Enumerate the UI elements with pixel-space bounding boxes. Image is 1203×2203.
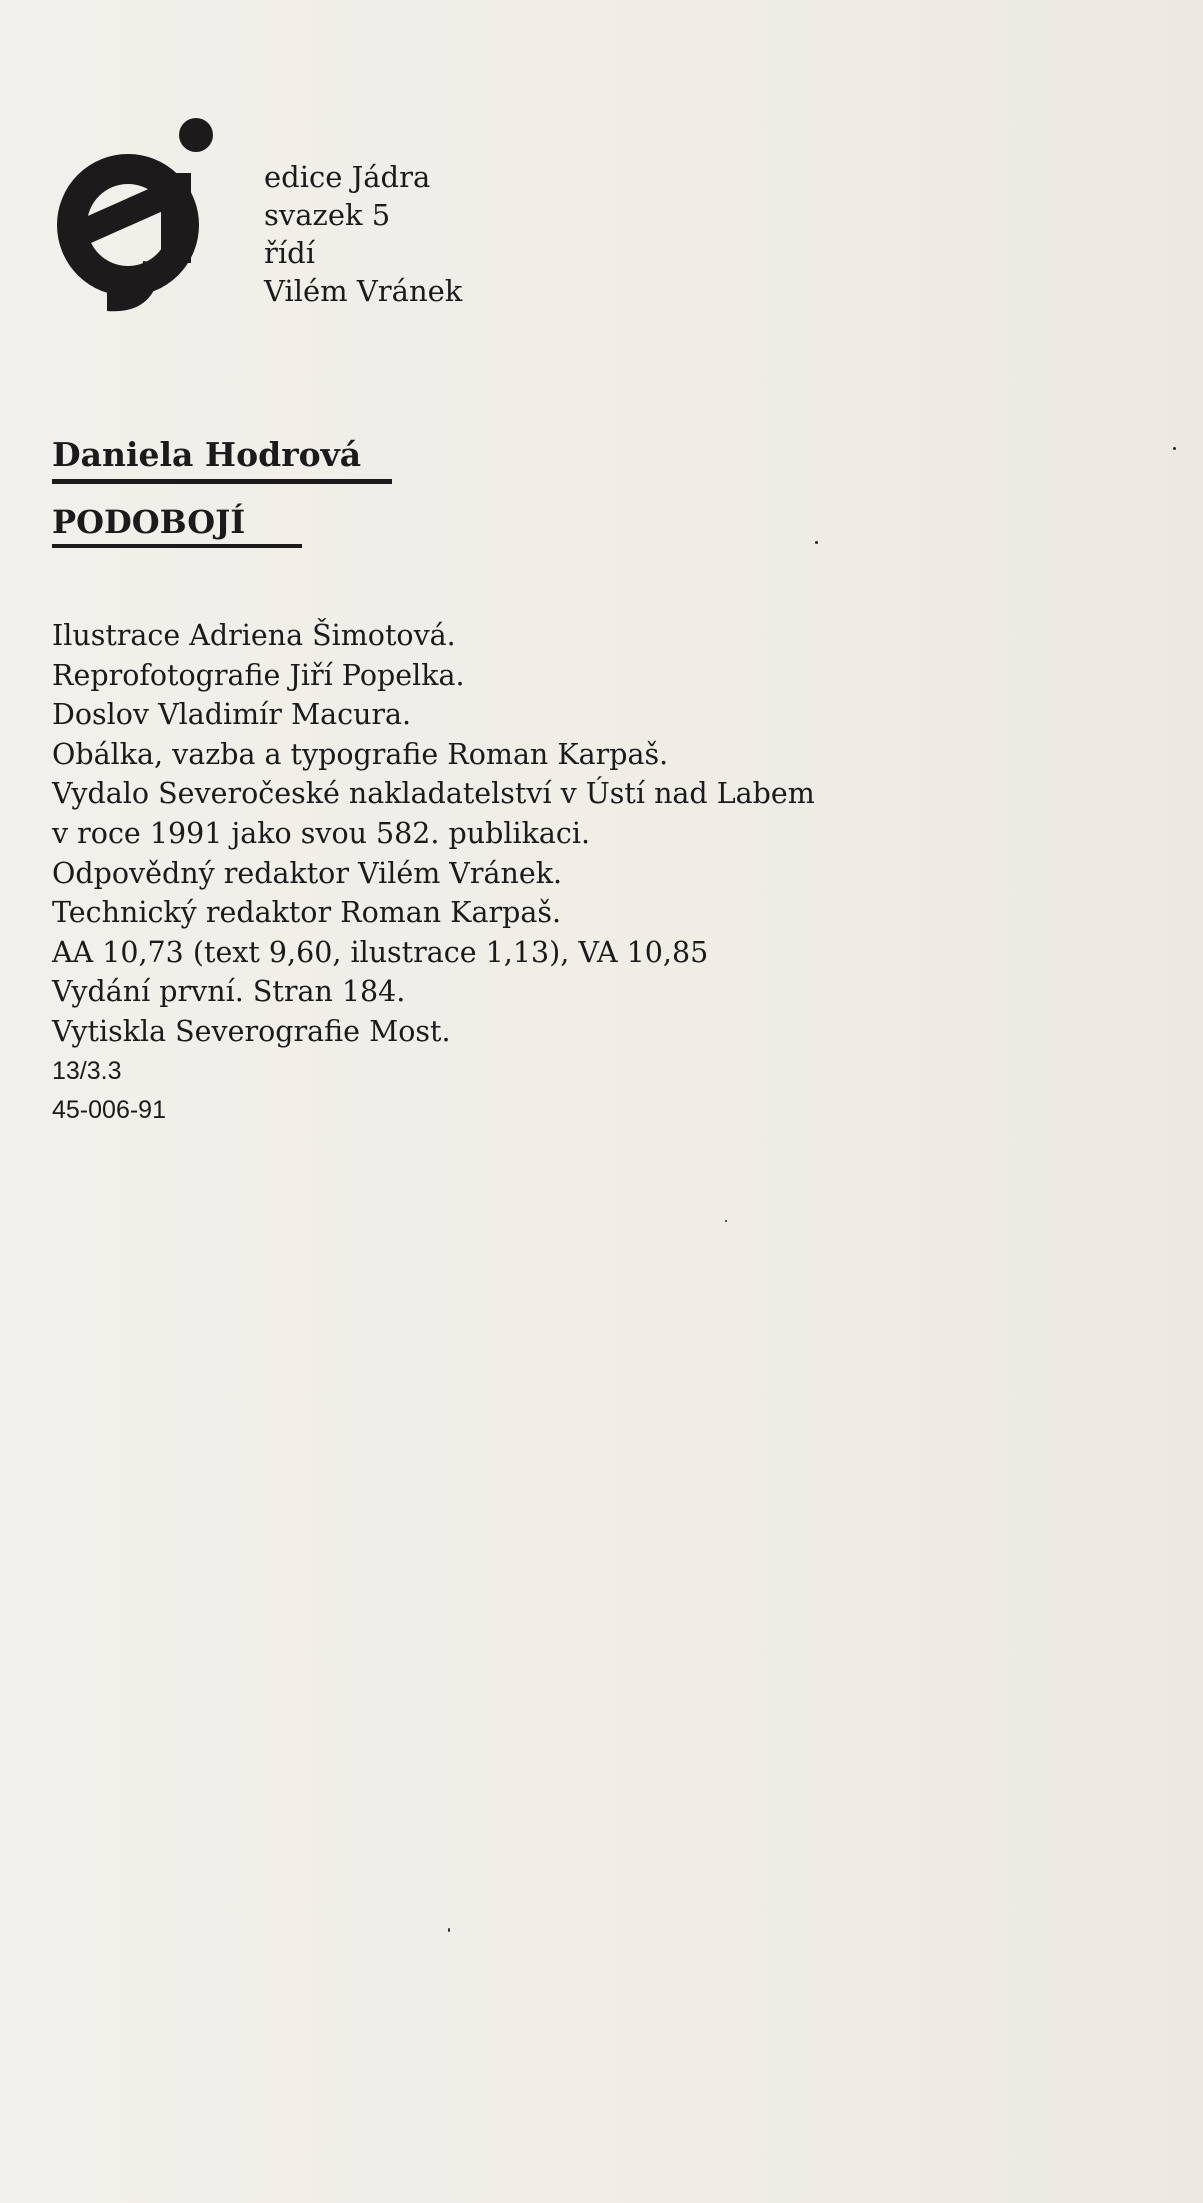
edition-volume: svazek 5 bbox=[264, 198, 391, 232]
book-title: PODOBOJÍ bbox=[52, 502, 302, 548]
paper-speck bbox=[1173, 447, 1176, 450]
colophon-line: Vytiskla Severografie Most. bbox=[52, 1014, 451, 1048]
colophon-line: AA 10,73 (text 9,60, ilustrace 1,13), VA 10,85 bbox=[52, 935, 709, 969]
edition-directed-by: řídí bbox=[264, 236, 315, 270]
colophon-line: v roce 1991 jako svou 582. publikaci. bbox=[52, 816, 591, 850]
paper-speck bbox=[448, 1928, 450, 1932]
edice-jadra-logo-icon bbox=[55, 115, 215, 315]
edition-series: edice Jádra bbox=[264, 160, 431, 194]
paper-speck bbox=[815, 541, 818, 544]
colophon-line: Ilustrace Adriena Šimotová. bbox=[52, 619, 456, 652]
colophon-line: Obálka, vazba a typografie Roman Karpaš. bbox=[52, 737, 669, 771]
colophon-line: Vydání první. Stran 184. bbox=[52, 975, 406, 1009]
edition-editor: Vilém Vránek bbox=[264, 274, 463, 308]
colophon-code: 13/3.3 bbox=[52, 1056, 122, 1085]
paper-speck bbox=[725, 1220, 727, 1222]
colophon-line: Doslov Vladimír Macura. bbox=[52, 698, 412, 732]
colophon-line: Vydalo Severočeské nakladatelství v Ústí nad Labem bbox=[52, 777, 815, 811]
colophon-line: Odpovědný redaktor Vilém Vránek. bbox=[52, 856, 563, 890]
colophon-code: 45-006-91 bbox=[52, 1096, 166, 1125]
colophon-line: Reprofotografie Jiří Popelka. bbox=[52, 658, 465, 692]
colophon-line: Technický redaktor Roman Karpaš. bbox=[52, 896, 562, 930]
author-name: Daniela Hodrová bbox=[52, 435, 392, 484]
colophon bbox=[52, 616, 815, 1131]
edition-info bbox=[264, 158, 462, 310]
